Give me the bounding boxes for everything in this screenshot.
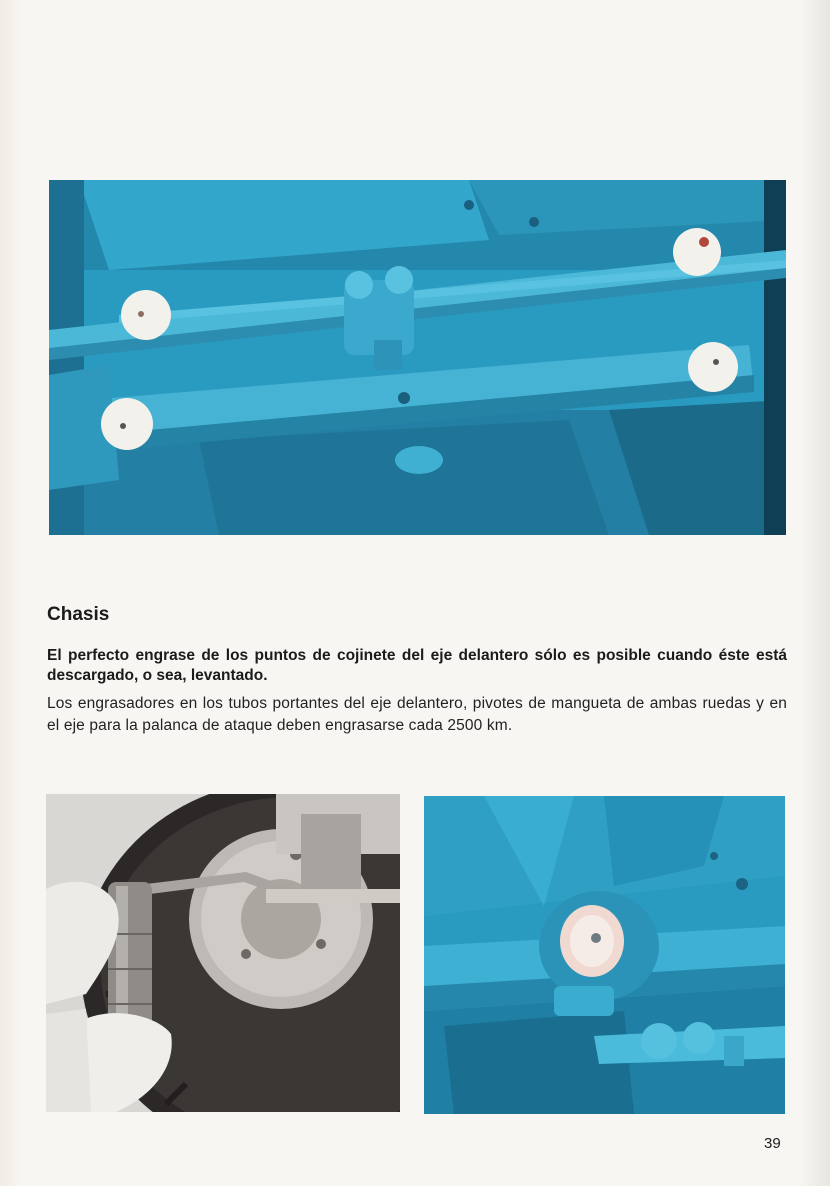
lead-paragraph: El perfecto engrase de los puntos de cojinete del eje delantero sólo es posible cuando éste está descargado, o sea, levantado. (47, 647, 787, 684)
grease-gun-photo (46, 794, 400, 1112)
body-paragraph: Los engrasadores en los tubos portantes del eje delantero, pivotes de mangueta de ambas ruedas y en el eje para la palanca de ataque deben engrasarse cada 2500 km. (47, 695, 787, 734)
grease-gun-illustration (46, 794, 400, 1112)
front-axle-photo (49, 180, 786, 535)
page-number: 39 (764, 1135, 781, 1152)
section-title: Chasis (47, 604, 110, 625)
steering-pivot-photo (424, 796, 785, 1114)
steering-pivot-illustration (424, 796, 785, 1114)
front-axle-illustration (49, 180, 786, 535)
